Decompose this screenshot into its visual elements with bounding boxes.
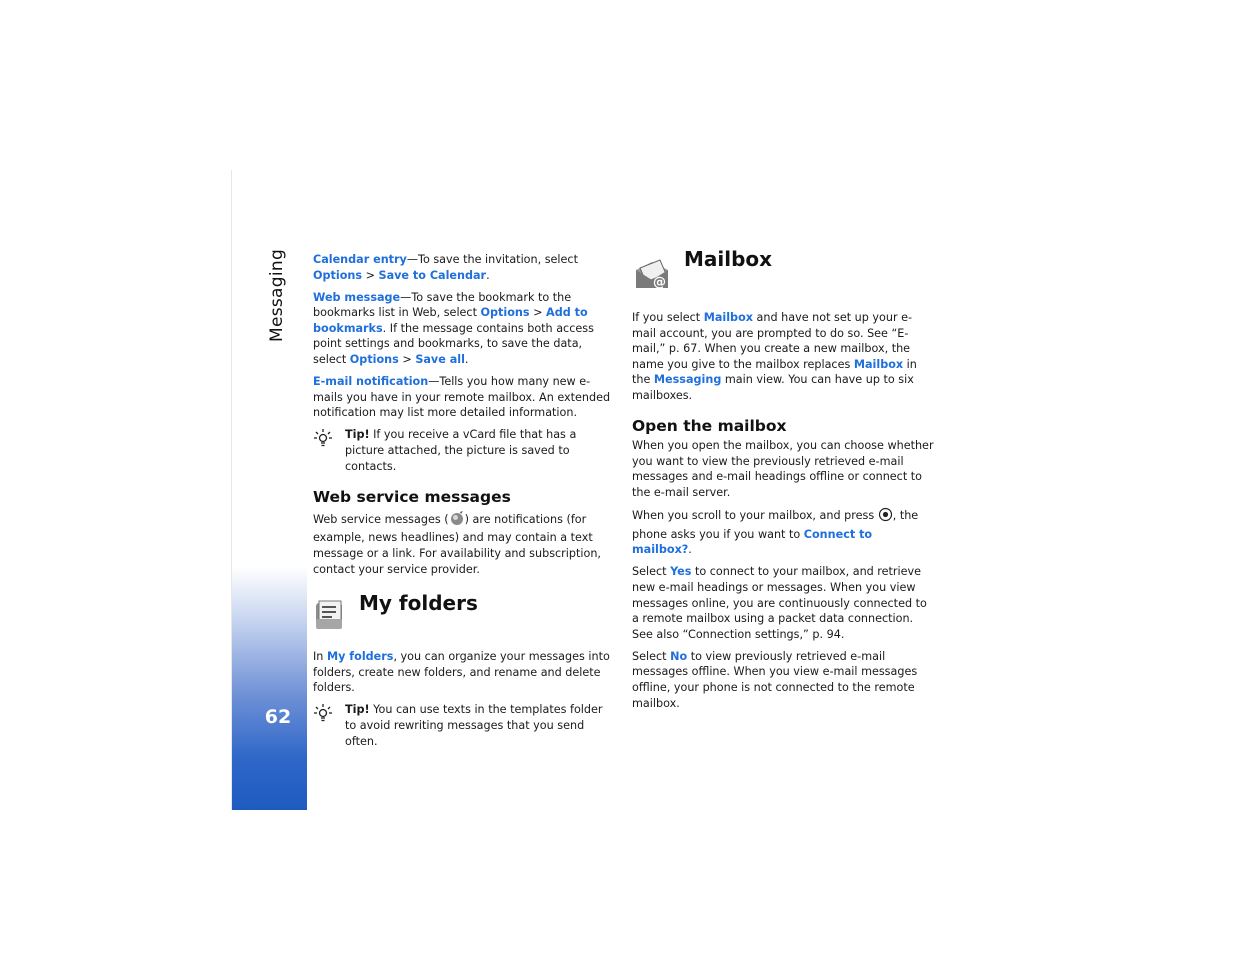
mailbox-header (632, 247, 934, 306)
web-service-heading: Web service messages (313, 488, 511, 507)
web-message-paragraph: Web message—To save the bookmark to the bookmarks list in Web, select Options > Add to bookmarks. If the message contains both access point settings and bookmarks, to save the data, select Options > Save all. (313, 290, 594, 367)
tip-bulb-icon (313, 427, 335, 474)
tip-vcard: Tip! If you receive a vCard file that has a picture attached, the picture is saved to contacts. (313, 427, 615, 474)
my-folders-heading: My folders (359, 591, 478, 616)
open-mailbox-p3: Select Yes to connect to your mailbox, and retrieve new e-mail headings or messages. When you view messages online, you are continuously connected to a remote mailbox using a packet data connection. See also “Connection settings,” p. 94. (632, 565, 927, 641)
open-mailbox-p1: When you open the mailbox, you can choose whether you want to view the previously retrieved e-mail messages and e-mail headings offline or connect to the e-mail server. (632, 439, 934, 499)
page-number: 62 (264, 706, 292, 728)
mailbox-heading: Mailbox (684, 247, 773, 271)
tip-templates: Tip! You can use texts in the templates folder to avoid rewriting messages that you send often. (313, 702, 615, 749)
email-notification-paragraph: E-mail notification—Tells you how many new e-mails you have in your remote mailbox. An extended notification may list more detailed information. (313, 375, 611, 420)
calendar-entry-paragraph: Calendar entry—To save the invitation, select Options > Save to Calendar. (313, 253, 578, 282)
calendar-entry-term: Calendar entry (313, 253, 407, 266)
open-mailbox-p4: Select No to view previously retrieved e-mail messages offline. When you view e-mail messages offline, your phone is not connected to the remote mailbox. (632, 649, 918, 710)
mailbox-icon (632, 256, 666, 290)
chapter-title: Messaging (267, 248, 287, 342)
open-mailbox-p2: When you scroll to your mailbox, and press , the phone asks you if you want to Connect to mailbox?. (632, 509, 919, 557)
right-column (632, 247, 934, 718)
left-column (313, 252, 615, 755)
mailbox-paragraph: If you select Mailbox and have not set up your e-mail account, you are prompted to do so. See “E-mail,” p. 67. When you create a new mailbox, the name you give to the mailbox replaces Mailbox in the Messaging main view. You can have up to six mailboxes. (632, 311, 917, 402)
my-folders-link: My folders (326, 650, 394, 664)
my-folders-header (313, 591, 615, 645)
email-notification-term: E-mail notification (313, 375, 429, 389)
web-message-term: Web message (313, 290, 401, 304)
my-folders-icon (313, 597, 347, 631)
my-folders-paragraph: In My folders, you can organize your messages into folders, create new folders, and rename and delete folders. (313, 650, 610, 695)
web-service-paragraph: Web service messages ( ) are notifications (for example, news headlines) and may contain a text message or a link. For availability and subscription, contact your service provider. (313, 510, 615, 577)
web-service-icon (449, 510, 465, 531)
open-mailbox-heading: Open the mailbox (632, 416, 787, 435)
tip-bulb-icon (313, 702, 335, 749)
svg-text:@: @ (653, 275, 666, 290)
joystick-icon (878, 507, 893, 527)
